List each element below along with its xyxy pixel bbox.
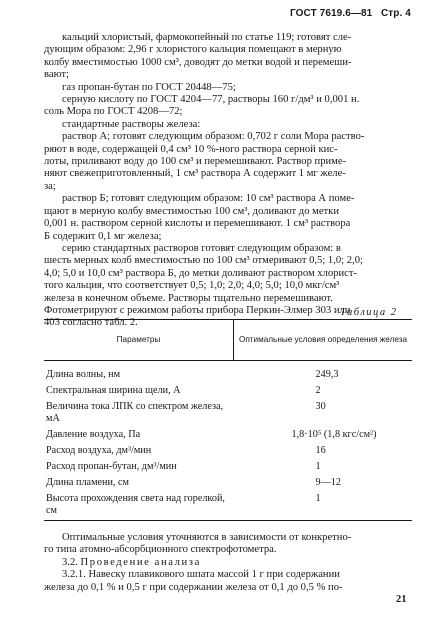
- page-label: Стр. 4: [380, 8, 411, 19]
- param-cell: Длина пламени, см: [46, 477, 129, 488]
- text-line: того кальция, что соответствует 0,5; 1,0; 2,0; 4,0; 5,0; 10,0 мкг/см³: [44, 280, 340, 292]
- text-line: газ пропан-бутан по ГОСТ 20448—75;: [62, 81, 236, 93]
- text-line: го типа атомно-абсорбционного спектрофотометра.: [44, 544, 277, 556]
- value-cell: 1,8·10⁵ (1,8 кгс/см²): [291, 429, 377, 440]
- table-row: [44, 443, 412, 459]
- text-line: вают;: [44, 69, 69, 81]
- table-row: [44, 361, 412, 384]
- value-cell: 9—12: [315, 477, 341, 488]
- value-cell: 2: [315, 385, 321, 396]
- text-line: шесть мерных колб вместимостью по 100 см³ отмеривают 0,5; 1,0; 2,0;: [44, 255, 363, 267]
- value-cell: 249,3: [315, 369, 339, 380]
- text-line: Оптимальные условия уточняются в зависимости от конкретно-: [62, 532, 352, 543]
- text-line: соль Мора по ГОСТ 4208—72;: [44, 106, 183, 118]
- section-heading: [44, 557, 412, 569]
- value-cell: 30: [315, 401, 326, 412]
- param-cell: Давление воздуха, Па: [46, 429, 141, 440]
- param-cell: Величина тока ЛПК со спектром железа, мА: [46, 401, 224, 424]
- param-cell: Высота прохождения света над горелкой, см: [44, 491, 234, 521]
- text-line: 3.2.1. Навеску плавикового шпата массой 1 г при содержании: [62, 569, 340, 581]
- table-row: [44, 459, 412, 475]
- table-caption: Таблица 2: [340, 307, 398, 318]
- text-line: ряют в воде, содержащей 0,4 см³ 10 %-ного раствора серной кис-: [44, 143, 338, 155]
- text-line: раствор Б; готовят следующим образом: 10 см³ раствора А поме-: [62, 193, 355, 205]
- value-cell: 1: [315, 461, 321, 472]
- after-table-text: [44, 532, 412, 594]
- section-title: Проведение анализа: [80, 556, 201, 568]
- value-cell: 1: [234, 491, 413, 521]
- body-text: [44, 32, 412, 330]
- text-line: кальций хлористый, фармокопейный по статье 119; готовят сле-: [62, 32, 352, 43]
- table-row: [44, 491, 412, 521]
- text-line: стандартные растворы железа:: [62, 118, 201, 130]
- text-line: Фотометрируют с режимом работы прибора Перкин-Элмер 303 или: [44, 304, 351, 316]
- column-header-parameters: Параметры: [44, 320, 234, 361]
- text-line: серную кислоту по ГОСТ 4204—77, растворы 160 г/дм³ и 0,001 н.: [62, 94, 360, 106]
- text-line: 0,001 н. раствором серной кислоты и перемешивают. 1 см³ раствора: [44, 218, 351, 230]
- param-cell: Расход воздуха, дм³/мин: [46, 445, 152, 456]
- text-line: колбу вместимостью 1000 см³, доводят до метки водой и перемеши-: [44, 56, 352, 68]
- text-line: 4,0; 5,0 и 10,0 см³ раствора Б, до метки доливают раствором хлорист-: [44, 267, 358, 279]
- text-line: няют свежеприготовленный, 1 см³ раствора А содержит 1 мг желе-: [44, 168, 346, 180]
- value-cell: 16: [315, 445, 326, 456]
- text-line: 403 согласно табл. 2.: [44, 317, 138, 329]
- param-cell: Спектральная ширина щели, А: [46, 385, 181, 396]
- text-line: Б содержит 0,1 мг железа;: [44, 230, 162, 242]
- table-row: [44, 427, 412, 443]
- text-line: за;: [44, 180, 56, 192]
- page-header: [290, 8, 411, 19]
- param-cell: Расход пропан-бутан, дм³/мин: [46, 461, 177, 472]
- table-row: [44, 383, 412, 399]
- table-header-row: [44, 320, 412, 361]
- text-line: щают в мерную колбу вместимостью 100 см³, доливают до метки: [44, 205, 339, 217]
- text-line: лоты, приливают воду до 100 см³ и перемешивают. Раствор приме-: [44, 156, 347, 168]
- section-number: 3.2.: [62, 556, 78, 568]
- table-row: [44, 399, 412, 427]
- parameters-table: [44, 319, 412, 521]
- page-number: 21: [396, 594, 407, 605]
- text-line: серию стандартных растворов готовят следующим образом: в: [62, 242, 341, 254]
- text-line: раствор А; готовят следующим образом: 0,702 г соли Мора раство-: [62, 131, 365, 143]
- text-line: железа до 0,1 % и 0,5 г при содержании железа от 0,1 до 0,5 % по-: [44, 581, 343, 593]
- param-cell: Длина волны, нм: [46, 369, 121, 380]
- table-row: [44, 475, 412, 491]
- gost-number: ГОСТ 7619.6—81: [290, 8, 373, 19]
- column-header-conditions: Оптимальные условия определения железа: [234, 320, 413, 361]
- text-line: дующим образом: 2,96 г хлористого кальция помещают в мерную: [44, 44, 342, 56]
- text-line: железа в конечном объеме. Растворы тщательно перемешивают.: [44, 292, 333, 304]
